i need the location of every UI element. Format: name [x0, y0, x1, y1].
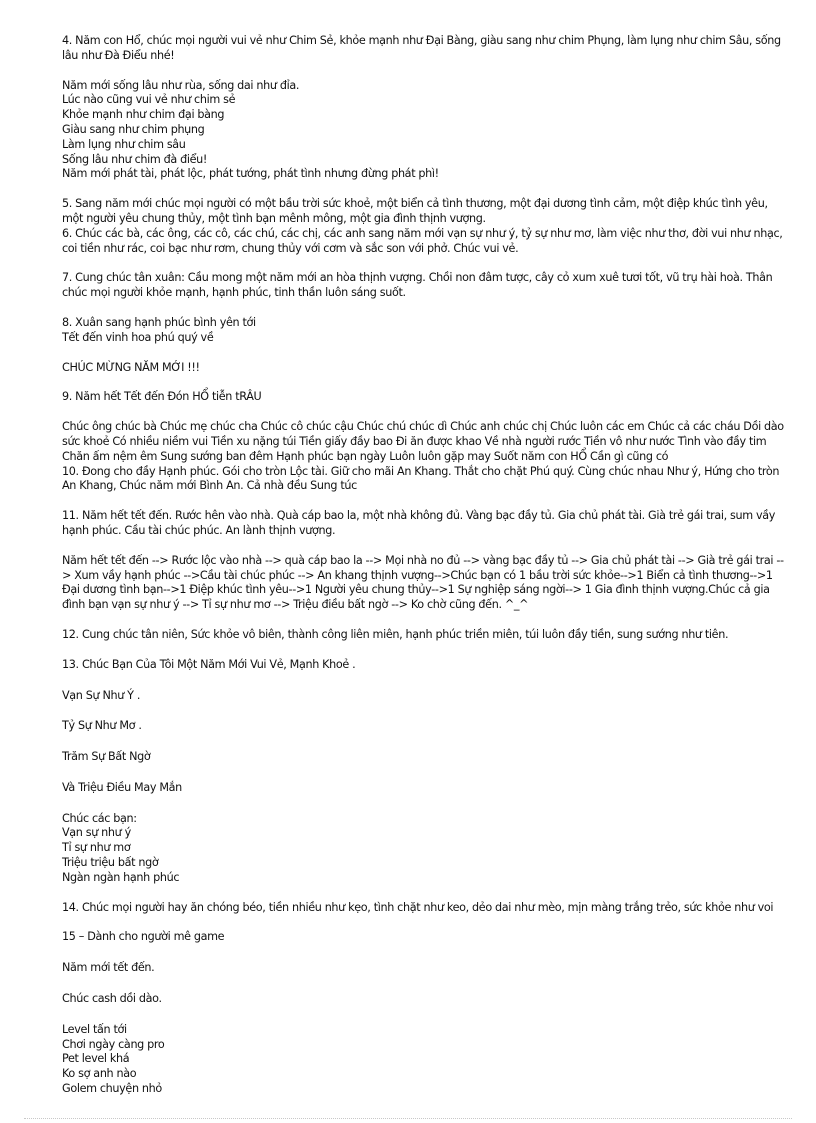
paragraph-van-su: Vạn Sự Như Ý . — [62, 688, 141, 702]
document-page — [62, 34, 790, 1097]
paragraph-chuc-cac-ban: Chúc các bạn: Vạn sự như ý Tỉ sự như mơ Triệu triệu bất ngờ Ngàn ngàn hạnh phúc — [62, 811, 180, 884]
paragraph-cash: Chúc cash dồi dào. — [62, 992, 162, 1006]
paragraph-wish-4: 4. Năm con Hổ, chúc mọi người vui vẻ như Chim Sẻ, khỏe mạnh như Đại Bàng, giàu sang như chim Phụng, làm lụng như chim Sâu, sống lâu như Đà Điểu nhé! — [62, 34, 781, 62]
paragraph-new-year-coming: Năm mới tết đến. — [62, 961, 155, 975]
paragraph-wish-15-title: 15 – Dành cho người mê game — [62, 930, 225, 944]
paragraph-wish-8: 8. Xuân sang hạnh phúc bình yên tới Tết đến vinh hoa phú quý về — [62, 315, 256, 344]
paragraph-happy-new-year: CHÚC MỪNG NĂM MỚI !!! — [62, 360, 200, 374]
paragraph-chain-wish: Năm hết tết đến --> Rước lộc vào nhà --> quà cáp bao la --> Mọi nhà no đủ --> vàng bạc đầy tủ --> Gia chủ phát tài --> Già trẻ gái trai --> Xum vầy hạnh phúc -->Cầu tài chúc phúc --> An khang thịnh vượng-->Chúc bạn có 1 bầu trời sức khỏe-->1 Biển cả tình thương-->1 Đại dương tình bạn-->1 Điệp khúc tình yêu-->1 Người yêu chung thủy-->1 Sự nghiệp sáng ngời--> 1 Gia đình thịnh vượng.Chúc cả gia đình bạn vạn sự như ý --> Tỉ sự như mơ --> Triệu điều bất ngờ --> Ko chờ cũng đến. ^_^ — [62, 553, 784, 612]
paragraph-wish-7: 7. Cung chúc tân xuân: Cầu mong một năm mới an hòa thịnh vượng. Chồi non đâm tược, cây cỏ xum xuê tươi tốt, vũ trụ hài hoà. Thân chúc mọi người khỏe mạnh, hạnh phúc, tinh thần luôn sáng suốt. — [62, 271, 773, 300]
paragraph-animal-wishes: Năm mới sống lâu như rùa, sống dai như đỉa. Lúc nào cũng vui vẻ như chim sẻ Khỏe mạnh như chim đại bàng Giàu sang như chim phụng Làm lụng như chim sâu Sống lâu như chim đà điểu! Năm mới phát tài, phát lộc, phát tướng, phát tình nhưng đừng phát phì! — [62, 78, 439, 181]
paragraph-wish-13-title: 13. Chúc Bạn Của Tôi Một Năm Mới Vui Vẻ, Mạnh Khoẻ . — [62, 657, 356, 671]
paragraph-game-wishes: Level tấn tới Chơi ngày càng pro Pet level khá Ko sợ anh nào Golem chuyện nhỏ — [62, 1022, 165, 1096]
paragraph-wish-14: 14. Chúc mọi người hay ăn chóng béo, tiền nhiều như kẹo, tình chặt như keo, dẻo dai như mèo, mịn màng trắng trẻo, sức khỏe như voi — [62, 900, 774, 914]
paragraph-wish-5-6: 5. Sang năm mới chúc mọi người có một bầu trời sức khoẻ, một biển cả tình thương, một đại dương tình cảm, một điệp khúc tình yêu, một người yêu chung thủy, một tình bạn mênh mông, một gia đình thịnh vượng. 6. Chúc các bà, các ông, các cô, các chú, các chị, các anh sang năm mới vạn sự như ý, tỷ sự như mơ, làm việc như thơ, đời vui như nhạc, coi tiền như rác, coi bạc như rơm, chung thủy với cơm và sắc son với phở. Chúc vui vẻ. — [62, 197, 783, 255]
paragraph-trieu-dieu: Và Triệu Điều May Mắn — [62, 780, 182, 794]
paragraph-tram-su: Trăm Sự Bất Ngờ — [62, 750, 151, 764]
paragraph-wish-11: 11. Năm hết tết đến. Rước hên vào nhà. Quà cáp bao la, một nhà không đủ. Vàng bạc đầy tủ. Gia chủ phát tài. Già trẻ gái trai, sum vầy hạnh phúc. Cầu tài chúc phúc. An lành thịnh vượng. — [62, 509, 776, 537]
paragraph-ty-su: Tỷ Sự Như Mơ . — [62, 719, 142, 733]
paragraph-wish-9-10: Chúc ông chúc bà Chúc mẹ chúc cha Chúc cô chúc cậu Chúc chú chúc dì Chúc anh chúc chị Chúc luôn các em Chúc cả các cháu Dồi dào sức khoẻ Có nhiều niềm vui Tiền xu nặng túi Tiền giấy đầy bao Đi ăn được khao Về nhà người rước Tiền vô như nước Tình vào đầy tim Chăn ấm nệm êm Sung sướng ban đêm Hạnh phúc bạn ngày Luôn luôn gặp may Suốt năm con HỔ Cần gì cũng có 10. Đong cho đầy Hạnh phúc. Gói cho tròn Lộc tài. Giữ cho mãi An Khang. Thắt cho chặt Phú quý. Cùng chúc nhau Như ý, Hứng cho tròn An Khang, Chúc năm mới Bình An. Cả nhà đều Sung túc — [62, 420, 784, 493]
paragraph-wish-12: 12. Cung chúc tân niên, Sức khỏe vô biên, thành công liên miên, hạnh phúc triền miên, túi luôn đầy tiền, sung sướng như tiên. — [62, 627, 729, 641]
page-bottom-divider — [24, 1118, 792, 1119]
paragraph-wish-9-title: 9. Năm hết Tết đến Đón HỔ tiễn tRÂU — [62, 390, 262, 404]
